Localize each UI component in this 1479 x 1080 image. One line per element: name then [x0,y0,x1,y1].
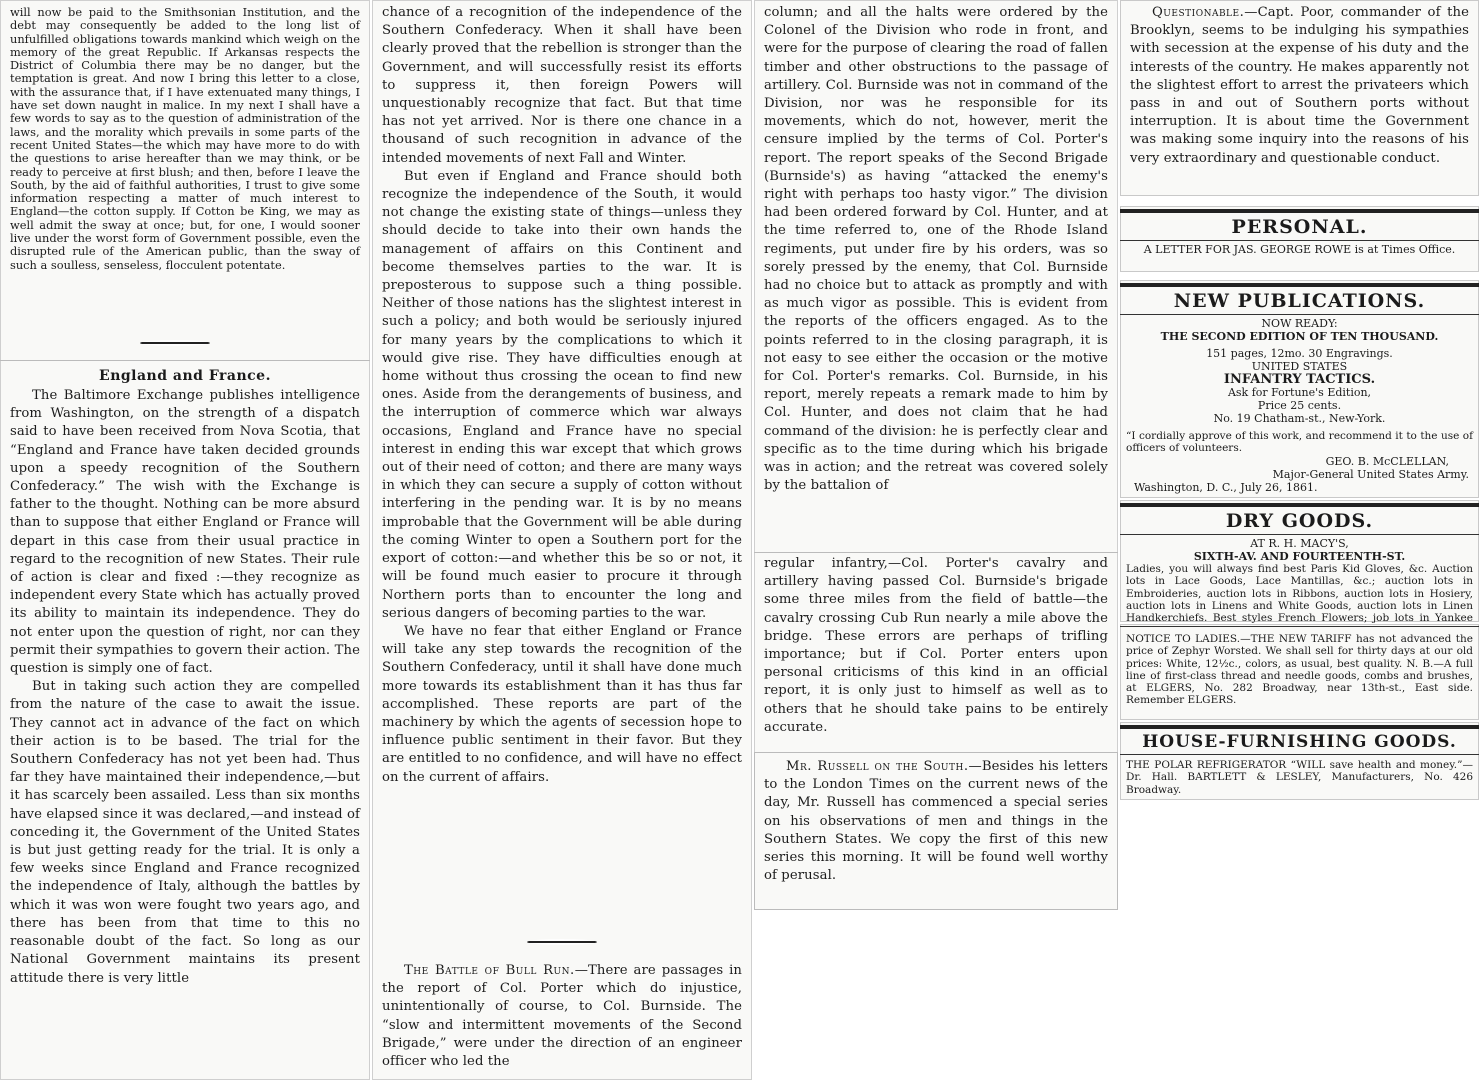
rule [1120,725,1479,729]
article-heading-questionable: Questionable. [1152,5,1245,20]
ad-quote: “I cordially approve of this work, and recommend it to the use of officers of volunteers. [1126,430,1473,455]
article-russell-south [754,752,1118,885]
ad-address: No. 19 Chatham-st., New-York. [1213,412,1386,425]
column-3 [754,0,1118,910]
ad-text-personal: A LETTER FOR JAS. GEORGE ROWE is at Times Office. [1143,243,1456,256]
rule [1120,626,1479,627]
article-heading-russell: Mr. Russell on the South. [786,759,969,774]
article-paragraph: The Baltimore Exchange publishes intelligence from Washington, on the strength of a dispatch said to have been received from Nova Scotia, that “England and France have taken decided grounds upon a speedy recognition of the Southern Confederacy.” The wish with the Exchange is father to the thought. Nothing can be more absurd than to suppose that either England or France will depart in this case from their usual practice in regard to the recognition of new States. Their rule of action is clear and fixed :—they recognize as independent every State which has actually proved its ability to maintain its independence. They do not enter upon the question of right, nor can they permit their sympathies to govern their action. The question is simply one of fact. [10,388,360,677]
column-4 [1120,0,1479,800]
ad-dry-text: Ladies, you will always find best Paris Kid Gloves, &c. Auction lots in Lace Goods, Lace Mantillas, &c.; auction lots in Embroideries, auction lots in Ribbons, auction lots in Hosiery, auction lots in Linens and White Goods, auction lots in Linen Handkerchiefs. Best styles French Flowers; job lots in Yankee [1126,563,1473,625]
article-text: —Besides his letters to the London Times on the current news of the day, Mr. Russell has commenced a special series on his observations of men and things in the Southern States. We copy the first of this new series this morning. It will be found well worthy of perusal. [764,759,1108,884]
ad-infantry-tactics: INFANTRY TACTICS. [1223,372,1376,387]
ad-house-text: THE POLAR REFRIGERATOR “WILL save health and money.”—Dr. Hall. BARTLETT & LESLEY, Manufacturers, No. 426 Broadway. [1126,759,1473,796]
article-paragraph: regular infantry,—Col. Porter's cavalry and artillery having passed Col. Burnside's brigade some three miles from the field of battle—the cavalry crossing Cub Run nearly a mile above the bridge. These errors are perhaps of trifling importance; but if Col. Porter enters upon personal criticisms of this kind in an official report, it is only just to himself as well as to others that he should take pains to be entirely accurate. [764,556,1108,735]
rule [1120,209,1479,213]
ad-dry-goods [1120,500,1479,625]
rule [1120,314,1479,315]
ad-dateline: Washington, D. C., July 26, 1861. [1134,480,1318,494]
article-bull-run [372,958,752,1071]
ad-edition: THE SECOND EDITION OF TEN THOUSAND. [1160,330,1439,343]
divider-ornament [527,939,597,945]
column-1 [0,0,370,1080]
ad-personal [1120,206,1479,272]
article-paragraph: But even if England and France should both recognize the independence of the South, it would not change the existing state of things—unless they should decide to take into their own hands the management of affairs on this Continent and become themselves parties to the war. It is preposterous to suppose such a thing possible. Neither of those nations has the slightest interest in such a policy; and both would be seriously injured for many years by the complications to which it would give rise. They have difficulties enough at home without thus crossing the ocean to find new ones. Aside from the derangements of business, and the interruption of commerce which war always occasions, England and France have no special interest in ending this war except that which grows out of their need of cotton; and there are many ways in which they can secure a supply of cotton without interfering in the pending war. It is by no means improbable that the Government will be able during the coming Winter to open a Southern port for the export of cotton:—and whether this be so or not, it will be found much easier to procure it through Northern ports than to encounter the long and serious dangers of becoming parties to the war. [382,168,742,621]
clipping-bull-run-end [754,552,1118,742]
ad-signature-title: Major-General United States Army. [1272,467,1469,481]
clipping-questionable [1120,0,1479,196]
clipping-russell-letter-end [0,0,370,352]
rule [1120,503,1479,507]
article-text: —Capt. Poor, commander of the Brooklyn, seems to be indulging his sympathies with secession at the expense of his duty and the interests of the country. He makes apparently not the slightest effort to arrest the privateers which pass in and out of Southern ports without interruption. It is about time the Government was making some inquiry into the reasons of his very extraordinary and questionable conduct. [1130,5,1469,166]
ad-notice-ladies [1120,624,1479,720]
divider-ornament [140,340,210,346]
ad-price: Price 25 cents. [1257,399,1342,412]
clipping-russell-south [754,752,1118,910]
article-heading-england-france: England and France. [99,368,271,384]
ad-house-furnishing [1120,722,1479,800]
ad-title-house-furnishing: HOUSE-FURNISHING GOODS. [1142,732,1457,752]
ad-new-publications [1120,280,1479,498]
ad-signature-name: GEO. B. McCLELLAN, [1325,454,1449,468]
article-questionable [1120,0,1479,168]
ad-pages: 151 pages, 12mo. 30 Engravings. [1206,347,1393,360]
ad-dry-at: AT R. H. MACY'S, [1250,537,1349,550]
ad-title-new-publications: NEW PUBLICATIONS. [1173,290,1426,312]
ad-dry-address: SIXTH-AV. AND FOURTEENTH-ST. [1193,550,1406,563]
article-paragraph: We have no fear that either England or France will take any step towards the recognition of the Southern Confederacy, until it shall have done much more towards its establishment than it has thus far accomplished. These reports are part of the machinery by which the agents of secession hope to influence public sentiment in their favor. But they are entitled to no confidence, and will have no effect on the current of affairs. [382,623,742,785]
rule [1120,240,1479,241]
ad-united-states: UNITED STATES [1251,360,1348,373]
article-text: —There are passages in the report of Col. Porter which do injustice, unintentionally of course, to Col. Burnside. The “slow and intermittent movements of the Second Brigade,” were under the direction of an engineer officer who led the [382,963,743,1070]
clipping-recognition-continued [372,0,752,955]
article-letter-closing: will now be paid to the Smithsonian Institution, and the debt may consequently be added to the long list of unfulfilled obligations towards mankind which weigh on the memory of the great Republic. If Arkansas respects the District of Columbia there may be no danger, but the temptation is great. And now I bring this letter to a close, with the assurance that, if I have extenuated many things, I have set down naught in malice. In my next I shall have a few words to say as to the question of administration of the laws, and the morality which prevails in some parts of the recent United States—the which may have more to do with the questions to arise hereafter than we may think, or be ready to perceive at first blush; and then, before I leave the South, by the aid of faithful authorities, I trust to give some information respecting a matter of much interest to England—the cotton supply. If Cotton be King, we may as well admit the sway at once; but, for one, I would sooner live under the worst form of Government possible, even the disrupted rule of the American public, than the sway of such a soulless, senseless, flocculent potentate. [10,5,360,272]
rule [1120,754,1479,755]
article-paragraph: But in taking such action they are compelled from the nature of the case to await the issue. They cannot act in advance of the fact on which their action is to be based. The trial for the Southern Confederacy has not yet been had. Thus far they have maintained their independence,—but it has scarcely been assailed. Less than six months have elapsed since it was declared,—and instead of conceding it, the Government of the United States is but just getting ready for the trial. It is only a few weeks since England and France recognized the independence of Italy, although the battles by which it was won were fought two years ago, and there has been from that time to this no reasonable doubt of the fact. So long as our National Government maintains its present attitude there is very little [10,679,360,986]
ad-title-personal: PERSONAL. [1231,216,1368,238]
clipping-england-france [0,360,370,1080]
column-2 [372,0,752,1080]
ad-ask: Ask for Fortune's Edition, [1227,386,1372,399]
clipping-bull-run-continued [754,0,1118,552]
ad-notice-text: NOTICE TO LADIES.—THE NEW TARIFF has not advanced the price of Zephyr Worsted. We shall sell for thirty days at our old prices: White, 12½c., colors, as usual, best quality. N. B.—A full line of first-class thread and needle goods, combs and brushes, at ELGERS, No. 282 Broadway, near 13th-st., East side. Remember ELGERS. [1126,633,1473,707]
ad-now-ready: NOW READY: [1261,317,1338,330]
rule [1120,283,1479,287]
article-paragraph: column; and all the halts were ordered by the Colonel of the Division who rode in front, and were for the purpose of clearing the road of fallen timber and other obstructions to the passage of artillery. Col. Burnside was not in command of the Division, nor was he responsible for its movements, which do not, however, merit the censure implied by the terms of Col. Porter's report. The report speaks of the Second Brigade (Burnside's) as having “attacked the enemy's right with perhaps too hasty vigor.” The division had been ordered forward by Col. Hunter, and at the time referred to, one of the Rhode Island regiments, put under fire by his orders, was so sorely pressed by the enemy, that Col. Burnside had no choice but to attack as promptly and with as much vigor as possible. This is evident from the reports of the officers engaged. As to the points referred to in the closing paragraph, it is not easy to see either the occasion or the motive for Col. Porter's remarks. Col. Burnside, in his report, merely repeats a remark made to him by Col. Hunter, and does not claim that he had command of the division: he is perfectly clear and specific as to the time during which his brigade was in action; and the retreat was covered solely by the battalion of [764,5,1108,494]
ad-title-dry-goods: DRY GOODS. [1225,510,1374,532]
rule [1120,534,1479,535]
clipping-bull-run [372,958,752,1080]
article-heading-bull-run: The Battle of Bull Run. [404,963,575,978]
article-paragraph: chance of a recognition of the independence of the Southern Confederacy. When it shall have been clearly proved that the rebellion is stronger than the Government, and will successfully resist its efforts to suppress it, then foreign Powers will unquestionably recognize that fact. But that time has not yet arrived. Nor is there one chance in a thousand of such recognition in advance of the intended movements of next Fall and Winter. [382,5,742,166]
